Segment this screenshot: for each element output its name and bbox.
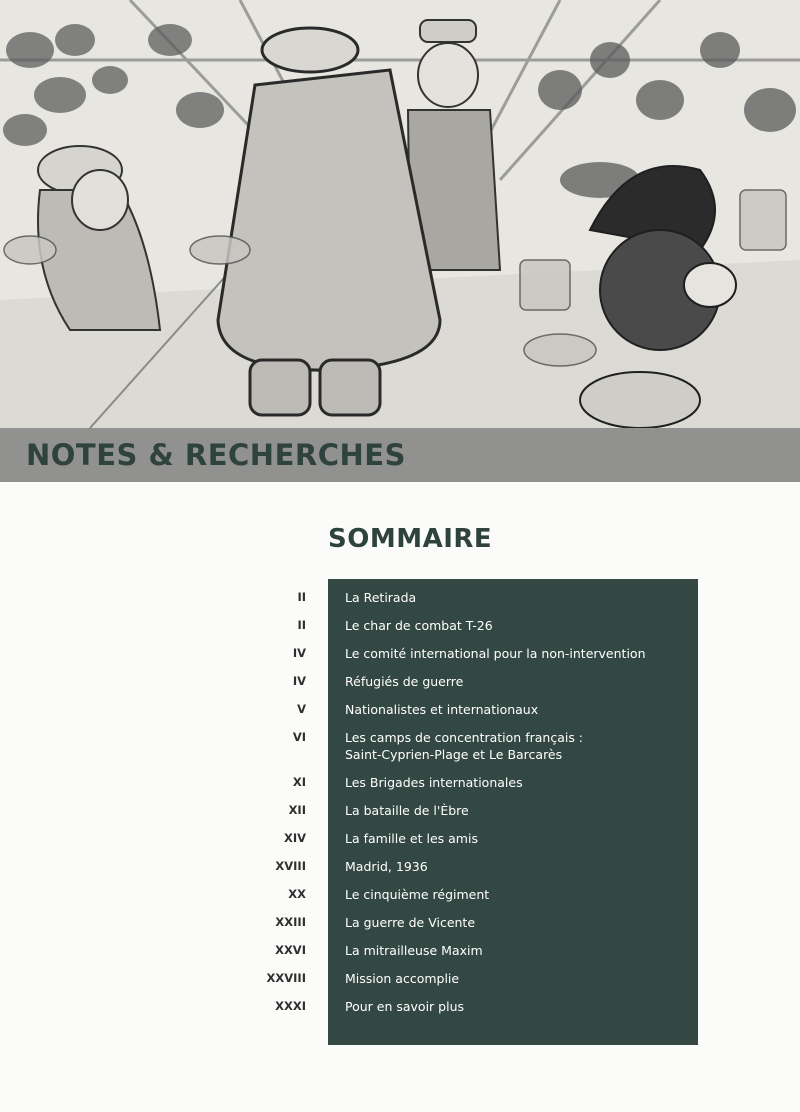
toc-entry-label: Madrid, 1936 [345,859,428,874]
toc-entry-label: La Retirada [345,590,417,605]
toc-entry-label: Le cinquième régiment [345,887,490,902]
toc-entry[interactable] [0,970,800,987]
toc-list [0,589,800,1026]
toc-entry-label: La bataille de l'Èbre [345,803,469,818]
toc-page-number: XII [288,803,306,817]
cover-illustration [0,0,800,428]
toc-entry[interactable] [0,774,800,791]
toc-page-number: XX [288,887,306,901]
section-title: NOTES & RECHERCHES [26,438,406,472]
toc-entry-label: Les Brigades internationales [345,775,523,790]
toc-entry[interactable] [0,914,800,931]
toc-entry[interactable] [0,886,800,903]
toc-entry[interactable] [0,998,800,1015]
toc-entry[interactable] [0,589,800,606]
toc-entry-label: Réfugiés de guerre [345,674,464,689]
toc-entry-label: Nationalistes et internationaux [345,702,539,717]
toc-page-number: XIV [283,831,306,845]
toc-page-number: V [297,702,306,716]
toc-page-number: XXIII [275,915,306,929]
toc-page-number: XXXI [275,999,306,1013]
toc-page-number: II [297,618,306,632]
toc-entry-label: Le char de combat T-26 [345,618,493,633]
toc-entry-label: Mission accomplie [345,971,460,986]
toc-page-number: XXVI [275,943,306,957]
toc-entry[interactable] [0,802,800,819]
toc-page-number: XI [292,775,306,789]
toc-title: SOMMAIRE [328,524,493,554]
toc-entry[interactable] [0,673,800,690]
toc-entry-label: La mitrailleuse Maxim [345,943,483,958]
toc-entry-label: La guerre de Vicente [345,915,476,930]
toc-page-number: XXVIII [266,971,306,985]
toc-entry-label: Le comité international pour la non-intervention [345,646,646,661]
section-banner [0,428,800,482]
toc-entry[interactable] [0,645,800,662]
toc-entry-label: La famille et les amis [345,831,478,846]
toc-entry-label: Les camps de concentration français : Saint-Cyprien-Plage et Le Barcarès [345,730,584,762]
toc-entry[interactable] [0,701,800,718]
toc-page-number: IV [292,674,306,688]
toc-page-number: II [297,590,306,604]
toc-entry[interactable] [0,830,800,847]
toc-page-number: VI [292,730,306,744]
toc-entry[interactable] [0,858,800,875]
toc-page-number: XVIII [275,859,306,873]
toc-page-number: IV [292,646,306,660]
toc-entry-label: Pour en savoir plus [345,999,465,1014]
toc-entry[interactable] [0,617,800,634]
toc-entry[interactable] [0,942,800,959]
toc-entry[interactable] [0,729,800,763]
